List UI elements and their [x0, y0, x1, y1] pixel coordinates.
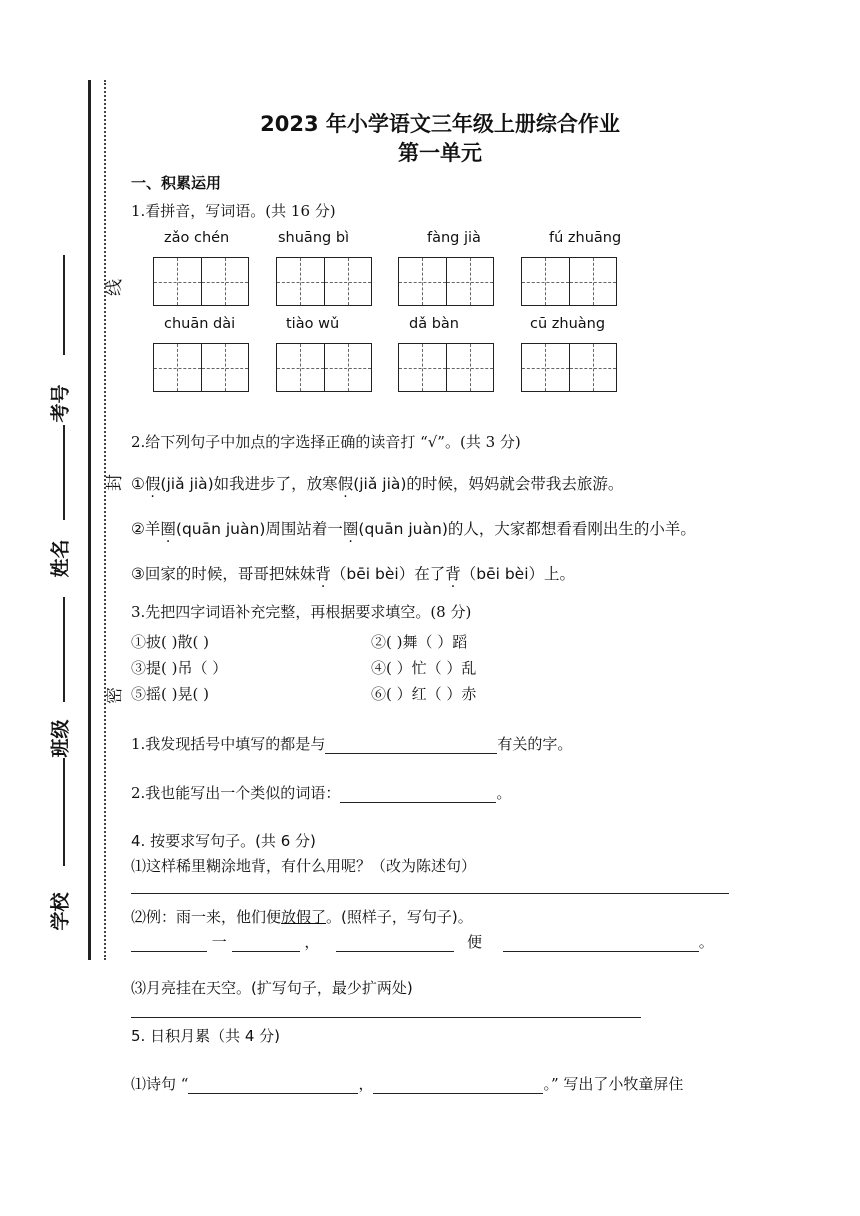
page-subtitle: 第一单元	[398, 141, 482, 165]
q1-pinyin-8: cū zhuàng	[530, 316, 606, 332]
writing-grid[interactable]	[153, 257, 249, 306]
q2-sentence-2: ②羊圈(quān juàn)周围站着一圈(quān juàn)的人，大家都想看看刚出生的小羊。	[131, 520, 696, 538]
writing-grid[interactable]	[276, 257, 372, 306]
binding-dotted-line	[104, 80, 106, 960]
q3-sub2: 2.我也能写出一个类似的词语： 。	[131, 784, 512, 802]
label-xingming: 姓名	[49, 539, 72, 578]
seal-xian: 线	[105, 279, 125, 296]
q5-prompt: 5. 日积月累（共 4 分)	[131, 1027, 281, 1045]
q1-pinyin-5: chuān dài	[164, 316, 236, 332]
label-kaohao: 考号	[49, 384, 72, 423]
q3-idiom-1: ①披( )散( )	[131, 633, 209, 651]
q1-pinyin-6: tiào wǔ	[286, 316, 340, 332]
q4-part2: ⑵例：雨一来，他们便放假了。(照样子，写句子)。	[131, 908, 473, 926]
q3-idiom-3: ③提( )吊（ ）	[131, 659, 228, 677]
answer-blank[interactable]	[336, 935, 454, 952]
answer-blank[interactable]	[340, 786, 496, 803]
seal-feng: 封	[105, 474, 125, 491]
answer-line[interactable]	[131, 1017, 641, 1018]
writing-grid[interactable]	[398, 343, 494, 392]
q3-sub1: 1.我发现括号中填写的都是与 有关的字。	[131, 735, 573, 753]
q4-part1: ⑴这样稀里糊涂地背，有什么用呢？（改为陈述句）	[131, 857, 477, 875]
xingming-blank	[63, 425, 65, 520]
q2-prompt: 2.给下列句子中加点的字选择正确的读音打 “√”。(共 3 分)	[131, 433, 521, 451]
section-heading: 一、积累运用	[131, 174, 222, 192]
writing-grid[interactable]	[398, 257, 494, 306]
writing-grid[interactable]	[276, 343, 372, 392]
q3-prompt: 3.先把四字词语补充完整，再根据要求填空。(8 分)	[131, 603, 472, 621]
answer-blank[interactable]	[503, 935, 699, 952]
answer-blank[interactable]	[232, 935, 300, 952]
answer-blank[interactable]	[325, 737, 497, 754]
writing-grid[interactable]	[521, 257, 617, 306]
q1-pinyin-1: zǎo chén	[164, 230, 230, 246]
q4-part2-fill: 一 ， 便 。	[131, 931, 714, 952]
label-xuexiao: 学校	[49, 892, 72, 931]
q3-idiom-6: ⑥( ）红（ ）赤	[371, 685, 477, 703]
page-title: 2023 年小学语文三年级上册综合作业	[260, 112, 620, 136]
label-banji: 班级	[49, 719, 72, 758]
q1-prompt: 1.看拼音，写词语。(共 16 分)	[131, 202, 336, 220]
q5-part1: ⑴诗句 “ ， 。” 写出了小牧童屏住	[131, 1075, 684, 1093]
answer-blank[interactable]	[373, 1077, 543, 1094]
q1-pinyin-3: fàng jià	[427, 230, 481, 246]
q3-idiom-2: ②( )舞（ ）蹈	[371, 633, 468, 651]
kaohao-blank	[63, 255, 65, 355]
q2-sentence-1: ①假(jiǎ jià)如我进步了，放寒假(jiǎ jià)的时候，妈妈就会带我去旅游。	[131, 475, 624, 493]
q1-pinyin-4: fú zhuāng	[549, 230, 622, 246]
answer-blank[interactable]	[131, 935, 207, 952]
binding-solid-line	[88, 80, 91, 960]
writing-grid[interactable]	[521, 343, 617, 392]
answer-line[interactable]	[131, 893, 729, 894]
banji-blank	[63, 597, 65, 702]
q3-idiom-5: ⑤摇( )晃( )	[131, 685, 209, 703]
q1-pinyin-7: dǎ bàn	[409, 316, 459, 332]
q3-idiom-4: ④( ）忙（ ）乱	[371, 659, 477, 677]
answer-blank[interactable]	[188, 1077, 358, 1094]
q4-part3: ⑶月亮挂在天空。(扩写句子，最少扩两处)	[131, 979, 413, 997]
seal-mi: 密	[105, 687, 125, 704]
q2-sentence-3: ③回家的时候，哥哥把妹妹背（bēi bèi）在了背（bēi bèi）上。	[131, 565, 576, 583]
q1-pinyin-2: shuāng bì	[278, 230, 350, 246]
q4-prompt: 4. 按要求写句子。(共 6 分)	[131, 832, 316, 850]
xuexiao-blank	[63, 758, 65, 866]
writing-grid[interactable]	[153, 343, 249, 392]
